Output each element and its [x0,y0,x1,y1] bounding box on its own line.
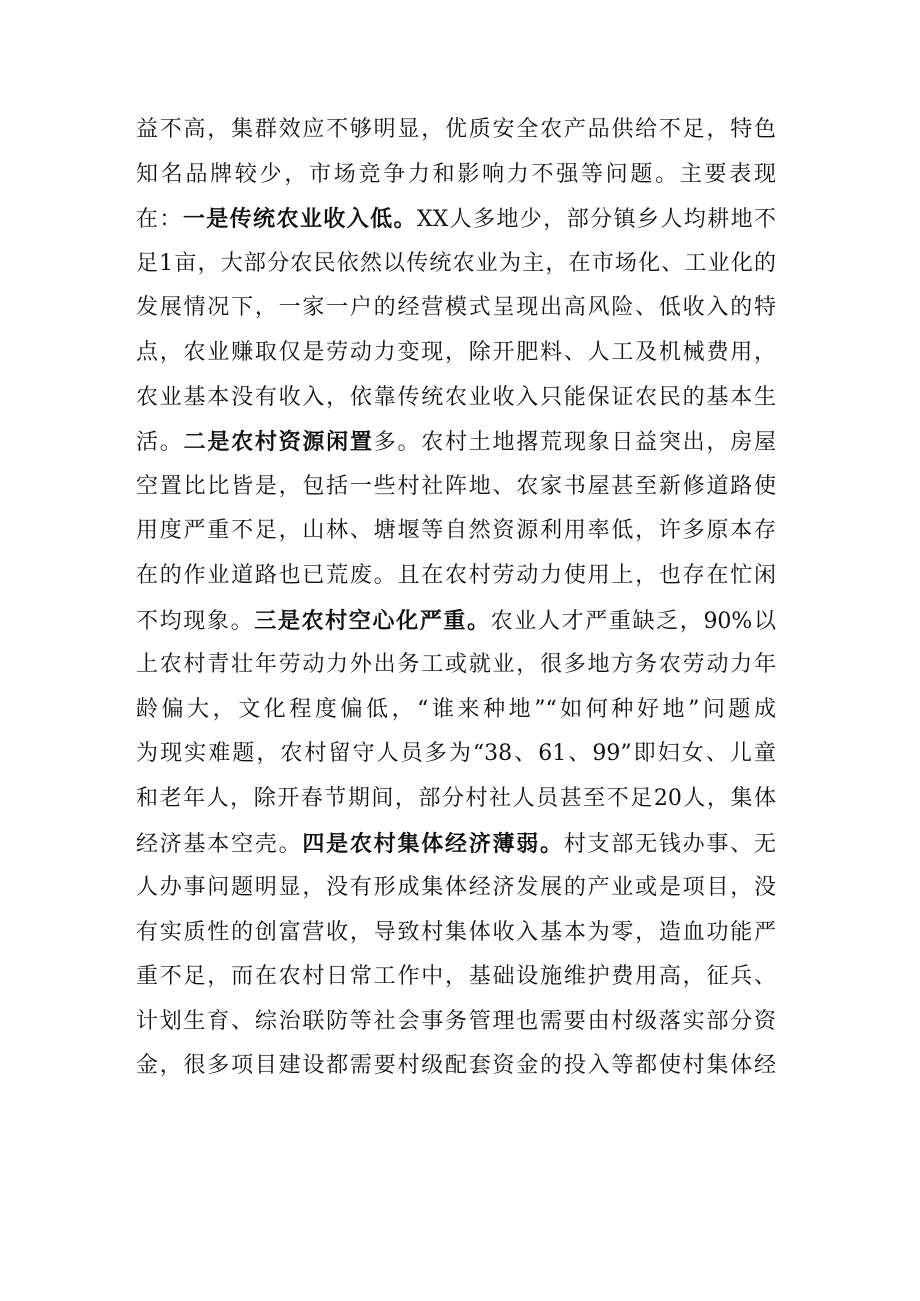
text-run: 益不高，集群效应不够明显，优质安全农产品供给不足，特色 [136,117,776,142]
bold-heading-phrase: 一是传统农业收入低。 [182,206,417,233]
text-run: 发展情况下，一家一户的经营模式呈现出高风险、低收入的特 [136,295,776,321]
text-line [136,242,776,287]
text-line [136,554,776,599]
text-line [136,955,776,1000]
bold-heading-phrase: 四是农村集体经济薄弱。 [302,830,564,857]
text-line [136,1044,776,1089]
text-run: 和老年人，除开春节期间，部分村社人员甚至不足20人，集体 [136,785,776,811]
text-run: 农业基本没有收入，依靠传统农业收入只能保证农民的基本生 [136,384,776,410]
text-run: 经济基本空壳。 [136,831,303,857]
text-line [136,822,776,867]
text-run: 知名品牌较少，市场竞争力和影响力不强等问题。主要表现 [136,161,776,187]
text-line [136,1000,776,1045]
text-run: 点，农业赚取仅是劳动力变现，除开肥料、人工及机械费用， [136,339,776,365]
text-line [136,777,776,822]
text-line [136,866,776,911]
bold-heading-phrase: 二是农村资源闲置 [183,429,374,456]
text-run: 龄偏大，文化程度偏低，“谁来种地”“如何种好地”问题成 [136,696,776,722]
text-line [136,732,776,777]
text-run: 在的作业道路也已荒废。且在农村劳动力使用上，也存在忙闲 [136,562,776,588]
text-line [136,911,776,956]
text-line [136,643,776,688]
text-run: 活。 [136,430,184,456]
text-run: 在： [136,207,183,233]
text-run: 不均现象。 [136,608,255,634]
text-line [136,688,776,733]
text-run: 农业人才严重缺乏，90%以 [490,608,776,634]
text-run: 有实质性的创富营收，导致村集体收入基本为零，造血功能严 [136,919,776,945]
text-run: 人办事问题明显，没有形成集体经济发展的产业或是项目，没 [136,875,776,901]
text-run: 足1亩，大部分农民依然以传统农业为主，在市场化、工业化的 [136,250,776,276]
text-run: 村支部无钱办事、无 [563,831,776,857]
text-line [136,197,776,242]
text-run: 计划生育、综治联防等社会事务管理也需要由村级落实部分资 [136,1008,776,1034]
text-run: 上农村青壮年劳动力外出务工或就业，很多地方务农劳动力年 [136,652,776,678]
text-run: 用度严重不足，山林、塘堰等自然资源利用率低，许多原本存 [136,518,776,544]
text-line [136,153,776,198]
text-run: 金，很多项目建设都需要村级配套资金的投入等都使村集体经 [136,1053,776,1079]
body-text [136,108,776,1089]
text-line [136,376,776,421]
text-run: 为现实难题，农村留守人员多为“38、61、99”即妇女、儿童 [136,741,776,767]
text-run: 重不足，而在农村日常工作中，基础设施维护费用高，征兵、 [136,964,776,990]
text-line [136,509,776,554]
text-run: XX人多地少，部分镇乡人均耕地不 [416,207,776,233]
bold-heading-phrase: 三是农村空心化严重。 [254,607,491,634]
text-line [136,108,776,153]
text-line [136,465,776,510]
text-line [136,420,776,465]
text-run: 多。农村土地撂荒现象日益突出，房屋 [373,430,776,456]
text-line [136,286,776,331]
text-run: 空置比比皆是，包括一些村社阵地、农家书屋甚至新修道路使 [136,473,776,499]
text-line [136,331,776,376]
text-line [136,599,776,644]
